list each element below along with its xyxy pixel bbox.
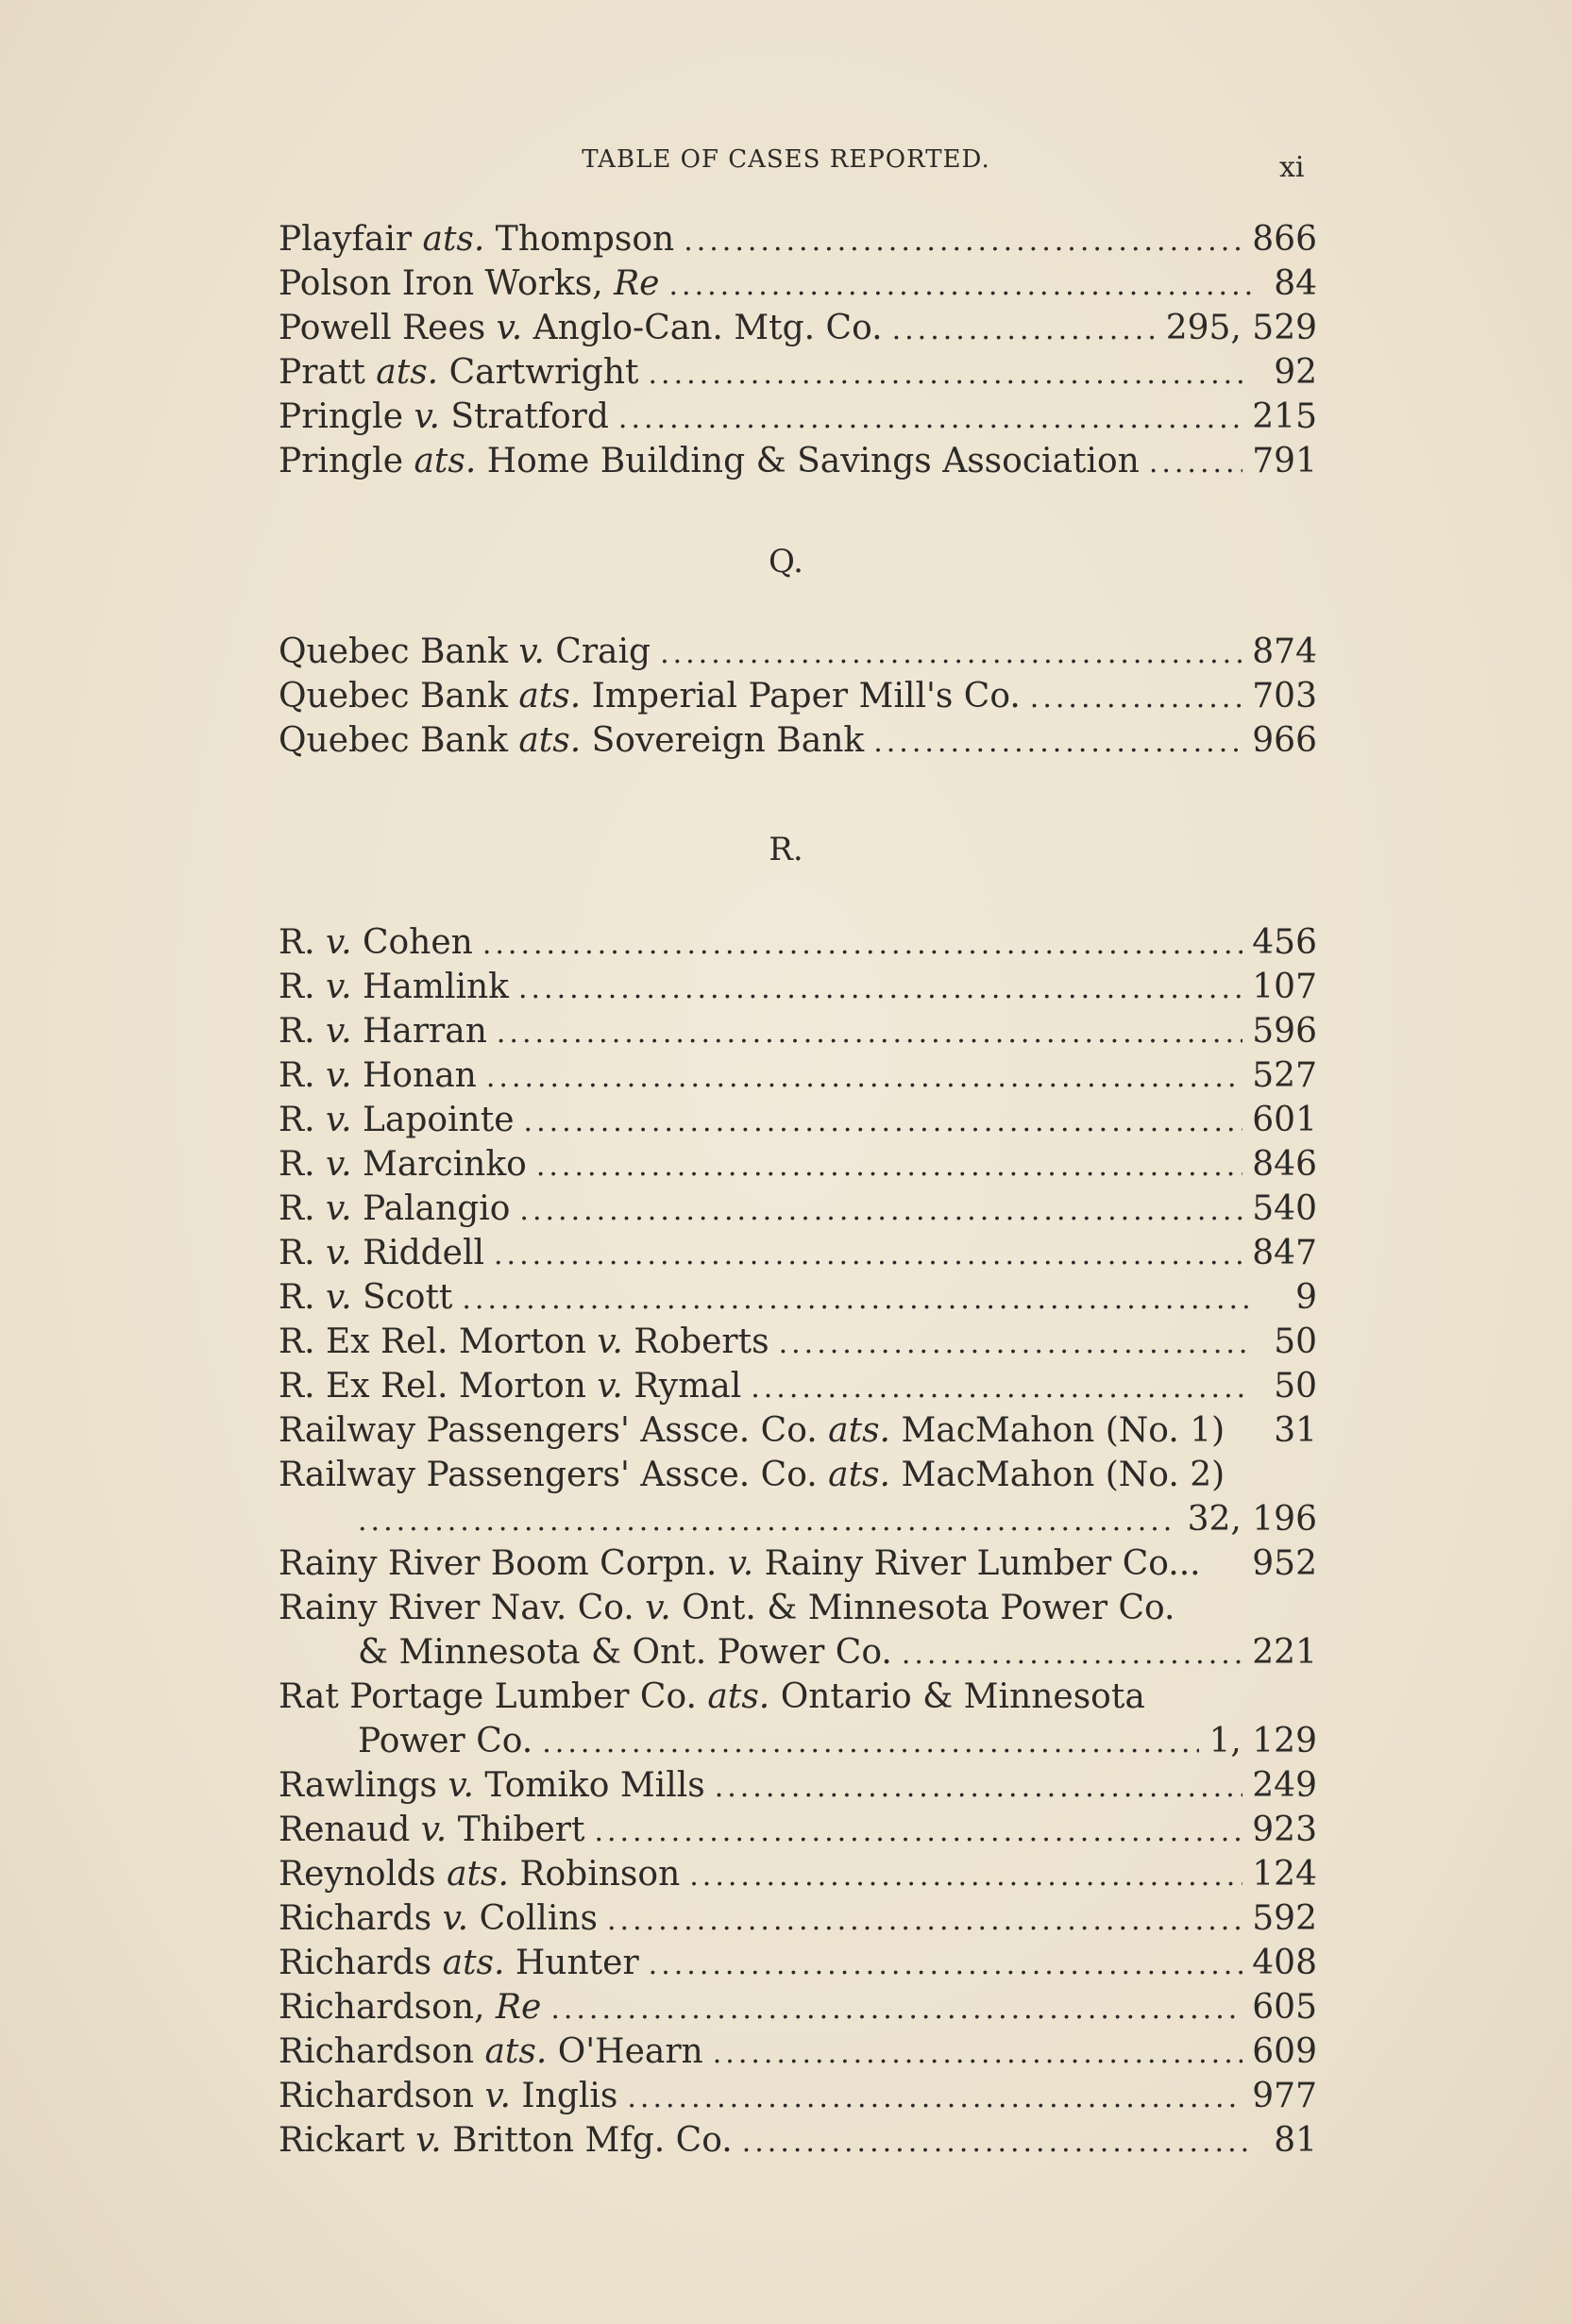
section-heading-r: R. (769, 831, 803, 868)
section-heading-q: Q. (769, 543, 803, 581)
list-item: R. v. Riddell ..... 847 (279, 1231, 1317, 1275)
page-ref: 92 (1274, 353, 1317, 392)
page-ref: 540 (1252, 1189, 1317, 1228)
list-item: Pringle ats. Home Building & Savings Association ..... 791 (279, 439, 1317, 483)
section-p-entries (279, 217, 1317, 483)
dot-leader (482, 922, 1242, 967)
dot-leader (524, 1100, 1243, 1144)
list-item: R. Ex Rel. Morton v. Roberts ..... 50 (279, 1320, 1317, 1364)
page-ref: 221 (1252, 1633, 1317, 1672)
page-ref: 952 (1252, 1544, 1317, 1583)
dot-leader (779, 1322, 1251, 1366)
dot-leader (542, 1721, 1199, 1765)
page-ref: 295, 529 (1165, 309, 1317, 347)
list-item: Richards v. Collins ..... 592 (279, 1896, 1317, 1941)
list-item: Polson Iron Works, Re ..... 84 (279, 261, 1317, 306)
dot-leader (519, 1188, 1242, 1233)
dot-leader (751, 1366, 1251, 1410)
dot-leader (518, 967, 1242, 1011)
page-ref: 9 (1295, 1278, 1317, 1317)
page-ref: 107 (1252, 968, 1317, 1006)
list-item: Quebec Bank ats. Imperial Paper Mill's Co. ..... 703 (279, 674, 1317, 718)
list-item: R. v. Cohen ..... 456 (279, 920, 1317, 965)
page-ref: 846 (1252, 1145, 1317, 1184)
page-ref: 408 (1252, 1944, 1317, 1982)
dot-leader (1030, 676, 1242, 720)
list-item: Powell Rees v. Anglo-Can. Mtg. Co. ..... 295, 529 (279, 306, 1317, 350)
list-item: R. v. Palangio ..... 540 (279, 1187, 1317, 1231)
page-ref: 527 (1252, 1056, 1317, 1095)
page-ref: 601 (1252, 1101, 1317, 1139)
page-ref: 31 (1274, 1411, 1317, 1450)
page-ref: 215 (1252, 397, 1317, 436)
dot-leader (742, 2120, 1251, 2164)
page-ref: 703 (1252, 677, 1317, 716)
page-ref: 249 (1252, 1766, 1317, 1805)
page-title: TABLE OF CASES REPORTED. (582, 145, 990, 174)
list-item: Richardson ats. O'Hearn ..... 609 (279, 2029, 1317, 2074)
dot-leader (715, 1765, 1243, 1810)
dot-leader (649, 1943, 1243, 1987)
section-q-entries (279, 630, 1317, 763)
dot-leader (873, 720, 1242, 765)
running-head (0, 142, 1572, 184)
list-item-continuation: & Minnesota & Ont. Power Co. ..... 221 (279, 1630, 1317, 1675)
section-r-entries (279, 920, 1317, 2163)
page-ref: 592 (1252, 1899, 1317, 1938)
page-ref: 977 (1252, 2077, 1317, 2115)
page-ref: 791 (1252, 442, 1317, 480)
page-ref: 609 (1252, 2032, 1317, 2071)
page-ref: 874 (1252, 632, 1317, 671)
list-item: R. v. Hamlink ..... 107 (279, 965, 1317, 1009)
dot-leader (536, 1144, 1242, 1188)
dot-leader (358, 1499, 1178, 1543)
page-ref: 847 (1252, 1234, 1317, 1272)
dot-leader (618, 396, 1242, 441)
dot-leader (494, 1233, 1242, 1277)
list-item: Railway Passengers' Assce. Co. ats. MacMahon (No. 1) 31 (279, 1408, 1317, 1453)
dot-leader (713, 2031, 1243, 2076)
list-item: R. v. Scott ..... 9 (279, 1275, 1317, 1320)
list-item: Rainy River Boom Corpn. v. Rainy River Lumber Co... 952 (279, 1541, 1317, 1586)
page-ref: 596 (1252, 1012, 1317, 1051)
list-item: Quebec Bank ats. Sovereign Bank ..... 966 (279, 718, 1317, 763)
page-ref: 81 (1274, 2121, 1317, 2160)
list-item: Rawlings v. Tomiko Mills ..... 249 (279, 1763, 1317, 1808)
page-ref: 1, 129 (1209, 1722, 1317, 1760)
page-ref: 50 (1274, 1322, 1317, 1361)
list-item-continuation (279, 1497, 1317, 1541)
dot-leader (550, 1987, 1242, 2031)
dot-leader (486, 1055, 1242, 1100)
list-item: Richardson v. Inglis ..... 977 (279, 2074, 1317, 2118)
list-item: Rickart v. Britton Mfg. Co. ..... 81 (279, 2118, 1317, 2163)
list-item: Pratt ats. Cartwright ..... 92 (279, 350, 1317, 395)
dot-leader (892, 308, 1157, 352)
dot-leader (594, 1810, 1242, 1854)
list-item-continuation: Power Co. ..... 1, 129 (279, 1719, 1317, 1763)
list-item: Richards ats. Hunter ..... 408 (279, 1941, 1317, 1985)
page-ref: 84 (1274, 264, 1317, 303)
dot-leader (1149, 441, 1242, 485)
dot-leader (462, 1277, 1251, 1322)
list-item: Pringle v. Stratford ..... 215 (279, 395, 1317, 439)
page-number: xi (1279, 151, 1305, 184)
list-item: Quebec Bank v. Craig ..... 874 (279, 630, 1317, 674)
page-ref: 50 (1274, 1367, 1317, 1406)
dot-leader (627, 2076, 1242, 2120)
list-item: R. Ex Rel. Morton v. Rymal ..... 50 (279, 1364, 1317, 1408)
list-item: Reynolds ats. Robinson ..... 124 (279, 1852, 1317, 1896)
dot-leader (689, 1854, 1242, 1898)
page-ref: 605 (1252, 1988, 1317, 2027)
list-item: R. v. Lapointe ..... 601 (279, 1098, 1317, 1142)
list-item: R. v. Marcinko ..... 846 (279, 1142, 1317, 1187)
list-item: R. v. Honan ..... 527 (279, 1053, 1317, 1098)
dot-leader (902, 1632, 1242, 1676)
dot-leader (660, 632, 1242, 676)
dot-leader (649, 352, 1251, 396)
page-ref: 966 (1252, 721, 1317, 760)
list-item: Rat Portage Lumber Co. ats. Ontario & Minnesota (279, 1677, 1145, 1716)
dot-leader (684, 219, 1242, 263)
page-ref: 866 (1252, 220, 1317, 259)
list-item: R. v. Harran ..... 596 (279, 1009, 1317, 1053)
page-ref: 124 (1252, 1855, 1317, 1894)
dot-leader (497, 1011, 1242, 1055)
list-item: Renaud v. Thibert ..... 923 (279, 1808, 1317, 1852)
list-item: Rainy River Nav. Co. v. Ont. & Minnesota Power Co. (279, 1589, 1175, 1627)
dot-leader (607, 1898, 1242, 1943)
list-item: Railway Passengers' Assce. Co. ats. MacMahon (No. 2) (279, 1456, 1225, 1494)
dot-leader (669, 263, 1252, 308)
page-ref: 456 (1252, 923, 1317, 962)
page-ref: 32, 196 (1187, 1500, 1317, 1539)
page-ref: 923 (1252, 1810, 1317, 1849)
list-item: Playfair ats. Thompson ..... 866 (279, 217, 1317, 261)
list-item: Richardson, Re ..... 605 (279, 1985, 1317, 2029)
